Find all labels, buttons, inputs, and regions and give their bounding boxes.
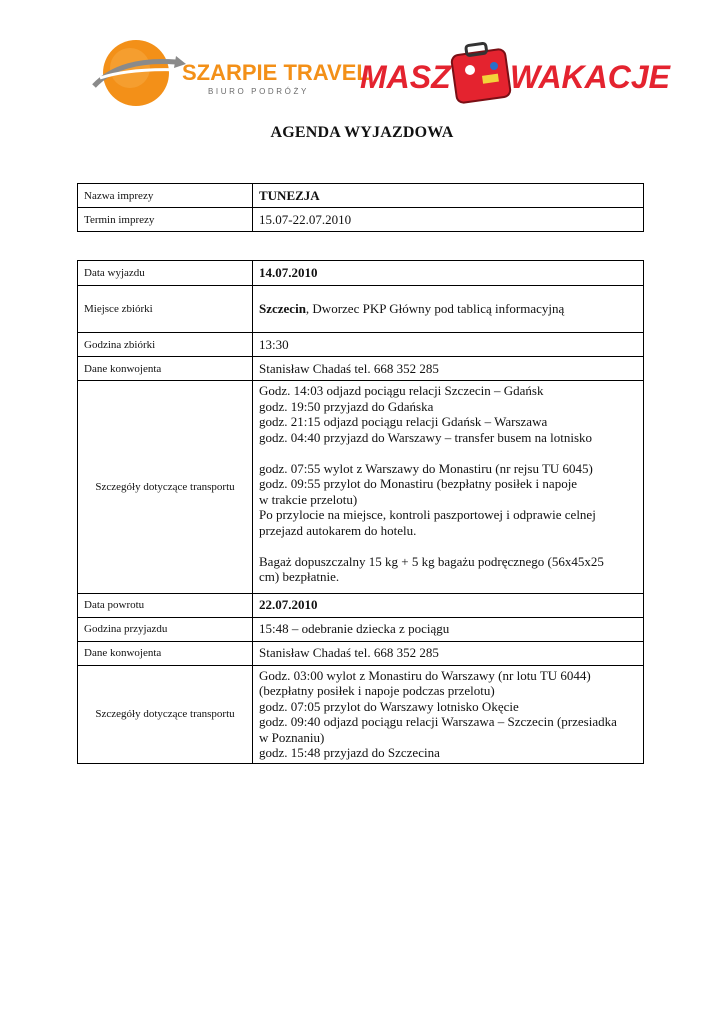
gathering-place-detail: , Dworzec PKP Główny pod tablicą informacyjną: [305, 301, 565, 317]
gathering-time-value: 13:30: [253, 333, 644, 357]
departure-date-value: 14.07.2010: [253, 261, 644, 286]
transport-line: Po przylocie na miejsce, kontroli paszportowej i odprawie celnej: [259, 507, 596, 522]
transport-details-label: Szczegóły dotyczące transportu: [78, 381, 253, 594]
table-row: [78, 641, 644, 665]
escort-value: Stanisław Chadaś tel. 668 352 285: [253, 357, 644, 381]
agenda-table: [77, 260, 644, 764]
transport-line: godz. 07:05 przylot do Warszawy lotnisko Okęcie: [259, 698, 519, 714]
gathering-place-value: [253, 286, 644, 333]
header-logos: [90, 38, 671, 108]
gathering-place-label: Miejsce zbiórki: [78, 286, 253, 333]
szarpie-travel-logo: [90, 38, 370, 108]
page-title: AGENDA WYJAZDOWA: [270, 124, 454, 141]
departure-date-label: Data wyjazdu: [78, 261, 253, 286]
szarpie-name: SZARPIE TRAVEL: [182, 60, 370, 85]
transport-line: godz. 19:50 przyjazd do Gdańska: [259, 398, 434, 414]
table-row: [78, 286, 644, 333]
wakacje-text: WAKACJE: [510, 59, 671, 95]
table-row: [78, 593, 644, 617]
transport-line: godz. 07:55 wylot z Warszawy do Monastiru (nr rejsu TU 6045): [259, 460, 593, 476]
table-row: [78, 617, 644, 641]
table-row: [78, 261, 644, 286]
transport-line: godz. 09:55 przylot do Monastiru (bezpłatny posiłek i napoje: [259, 476, 578, 491]
table-row: [78, 184, 644, 208]
transport-line: cm) bezpłatnie.: [259, 569, 340, 584]
transport-line: godz. 15:48 przyjazd do Szczecina: [259, 745, 440, 760]
transport-line: w trakcie przelotu): [259, 491, 358, 507]
arrival-time-value: 15:48 – odebranie dziecka z pociągu: [253, 617, 644, 641]
table-row: [78, 333, 644, 357]
transport-line: godz. 09:40 odjazd pociągu relacji Warszawa – Szczecin (przesiadka: [259, 714, 617, 729]
event-term-value: 15.07-22.07.2010: [253, 208, 644, 232]
gathering-time-label: Godzina zbiórki: [78, 333, 253, 357]
table-row: [78, 208, 644, 232]
transport-line: przejazd autokarem do hotelu.: [259, 522, 417, 538]
transport-line: w Poznaniu): [259, 729, 325, 745]
event-table: [77, 183, 644, 232]
return-transport-label: Szczegóły dotyczące transportu: [78, 665, 253, 763]
return-transport-value: [253, 665, 644, 763]
transport-line: Godz. 14:03 odjazd pociągu relacji Szczecin – Gdańsk: [259, 383, 544, 398]
transport-details-value: [253, 381, 644, 594]
transport-line: godz. 21:15 odjazd pociągu relacji Gdańsk – Warszawa: [259, 414, 548, 429]
masz-wakacje-logo: [360, 38, 671, 108]
event-name-value: TUNEZJA: [253, 184, 644, 208]
table-row: [78, 357, 644, 381]
transport-line: (bezpłatny posiłek i napoje podczas przelotu): [259, 683, 495, 698]
szarpie-sub: BIURO PODRÓŻY: [208, 87, 309, 96]
return-escort-label: Dane konwojenta: [78, 641, 253, 665]
gathering-city: Szczecin: [259, 301, 306, 317]
masz-text: MASZ: [360, 59, 451, 95]
event-term-label: Termin imprezy: [78, 208, 253, 232]
return-date-value: 22.07.2010: [253, 593, 644, 617]
table-row: [78, 665, 644, 763]
suitcase-icon: [451, 43, 511, 103]
transport-line: godz. 04:40 przyjazd do Warszawy – transfer busem na lotnisko: [259, 429, 593, 445]
table-row: [78, 381, 644, 594]
event-name-label: Nazwa imprezy: [78, 184, 253, 208]
arrival-time-label: Godzina przyjazdu: [78, 617, 253, 641]
return-escort-value: Stanisław Chadaś tel. 668 352 285: [253, 641, 644, 665]
transport-line: Bagaż dopuszczalny 15 kg + 5 kg bagażu podręcznego (56x45x25: [259, 553, 604, 569]
return-date-label: Data powrotu: [78, 593, 253, 617]
transport-line: Godz. 03:00 wylot z Monastiru do Warszawy (nr lotu TU 6044): [259, 667, 591, 683]
escort-label: Dane konwojenta: [78, 357, 253, 381]
